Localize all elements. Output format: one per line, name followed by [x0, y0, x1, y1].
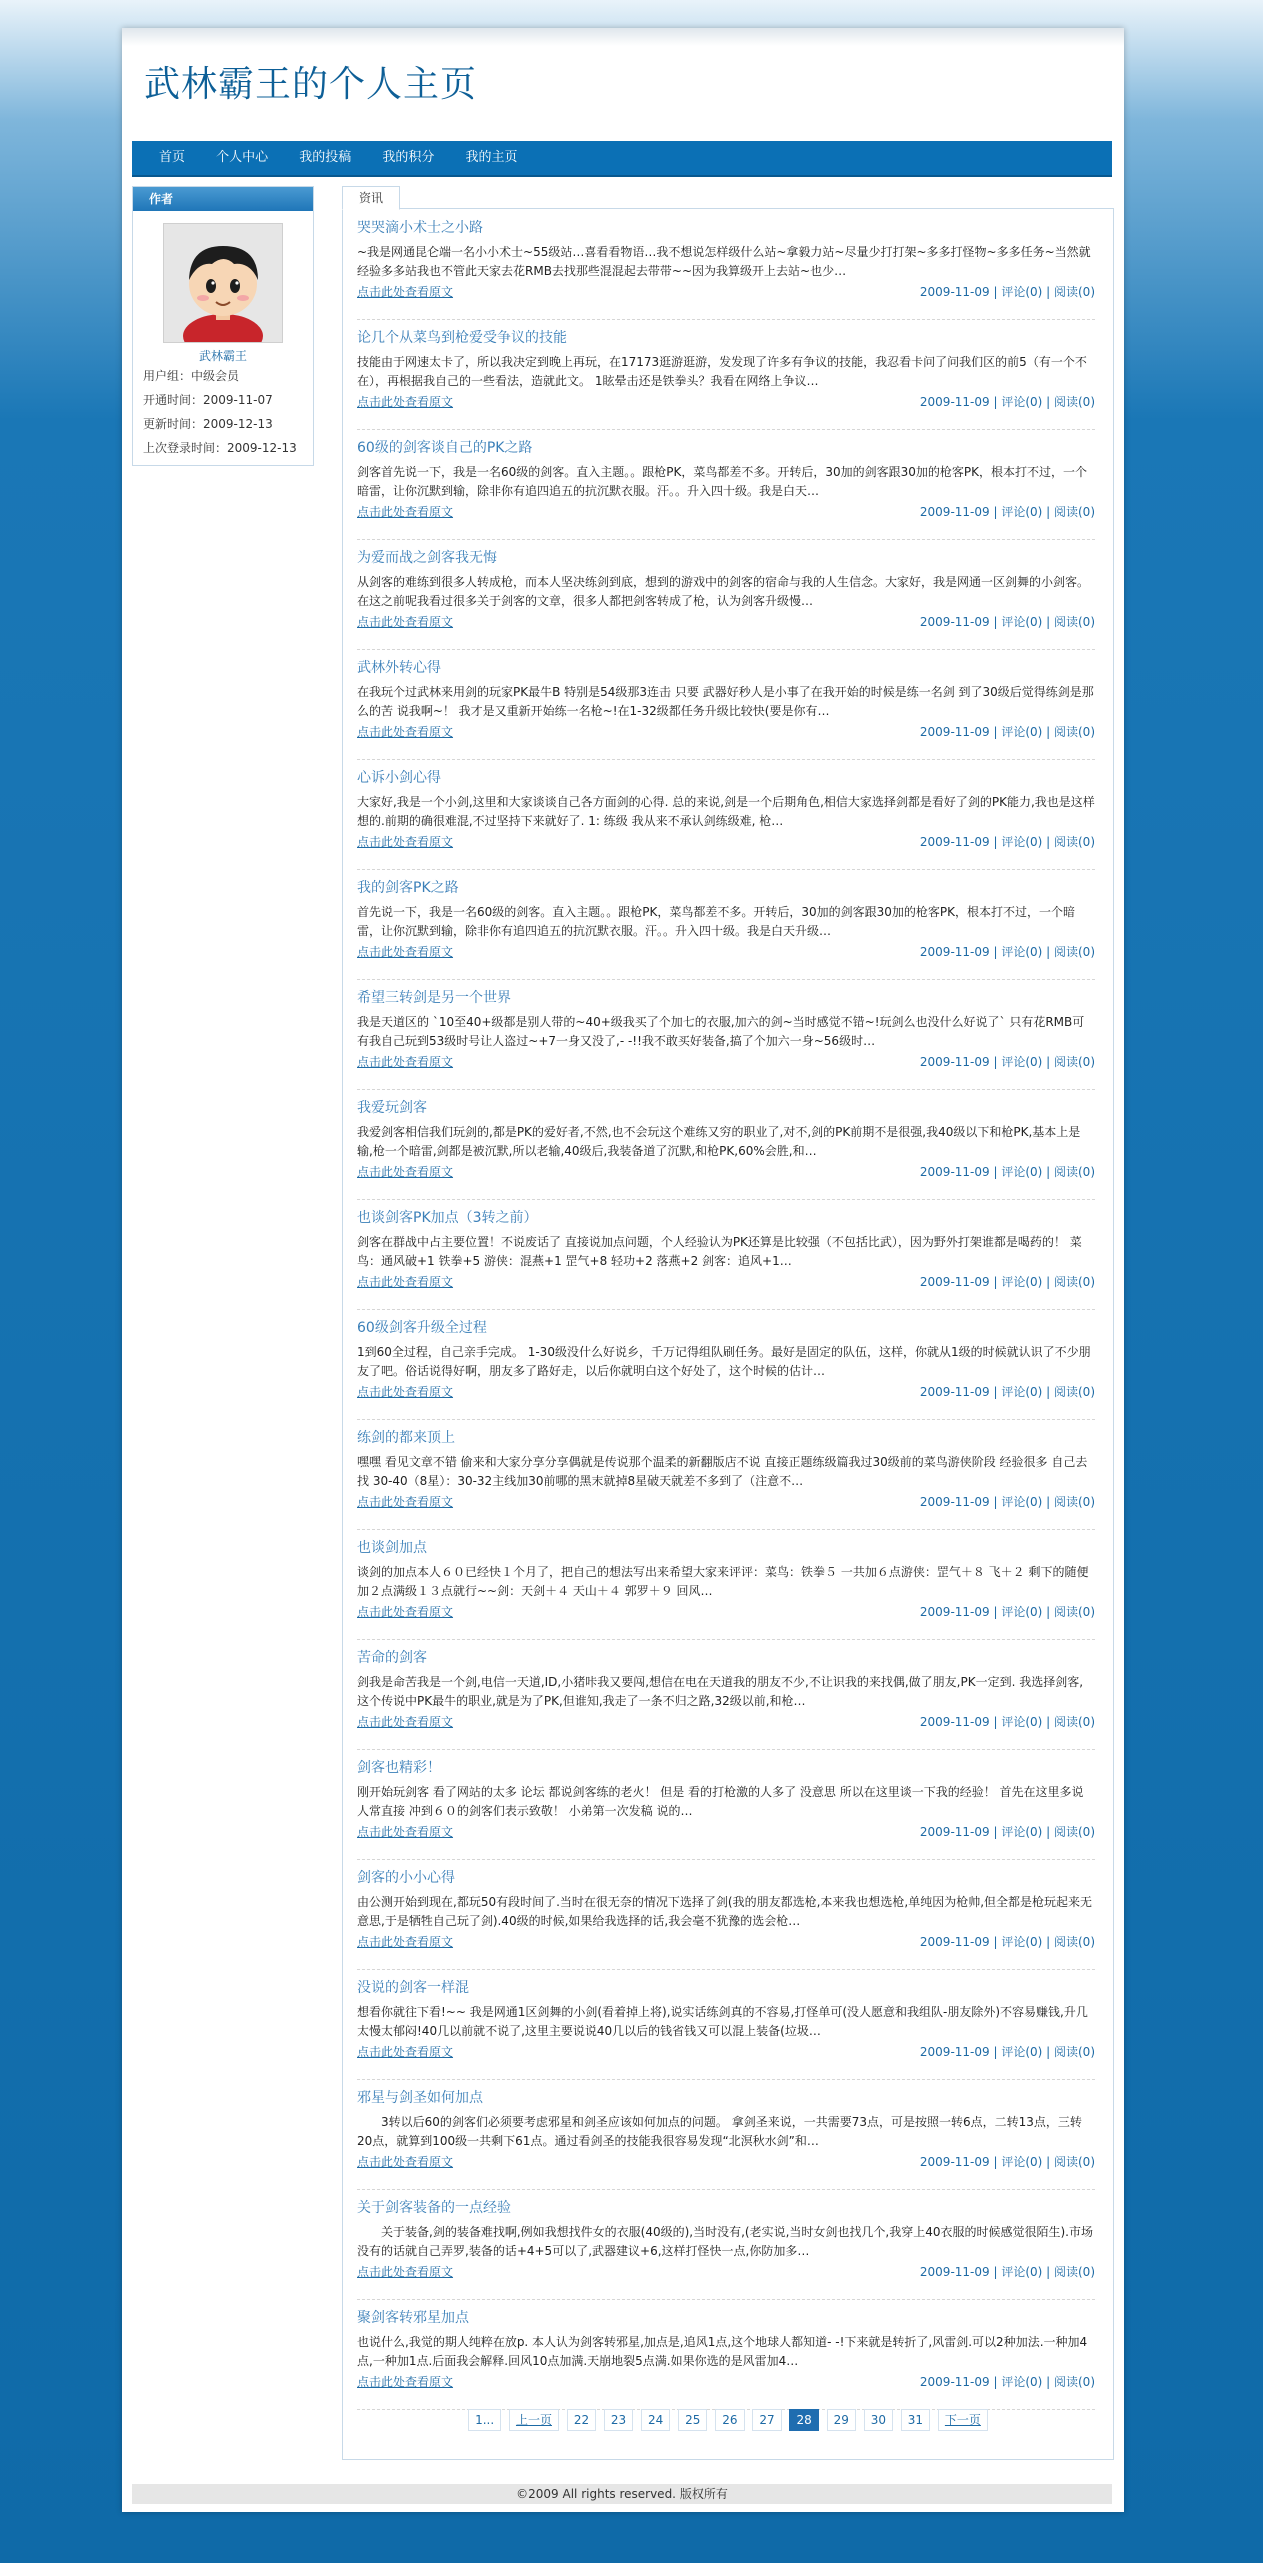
comments-link[interactable]: 评论(0)	[1001, 1935, 1043, 1949]
page-number[interactable]: 25	[678, 2409, 707, 2431]
read-more-link[interactable]: 点击此处查看原文	[357, 2375, 454, 2389]
article-title[interactable]: 剑客也精彩！	[357, 1760, 441, 1776]
article-excerpt: 从剑客的难练到很多人转成枪，而本人坚决练剑到底，想到的游戏中的剑客的宿命与我的人生信念。大家好，我是网通一区剑舞的小剑客。在这之前呢我看过很多关于剑客的文章，很多人都把剑客转成了枪，认为剑客升级慢…	[357, 575, 1090, 608]
article-title[interactable]: 剑客的小小心得	[357, 1870, 455, 1886]
read-more-link[interactable]: 点击此处查看原文	[357, 1825, 454, 1839]
comments-link[interactable]: 评论(0)	[1001, 1275, 1043, 1289]
read-more-link[interactable]: 点击此处查看原文	[357, 1385, 454, 1399]
page-number[interactable]: 31	[901, 2409, 930, 2431]
page-next[interactable]: 下一页	[938, 2409, 988, 2431]
article-title[interactable]: 希望三转剑是另一个世界	[357, 990, 511, 1006]
article-excerpt: 谈剑的加点本人６０已经快１个月了，把自己的想法写出来希望大家来评评：菜鸟：铁拳５ 一共加６点游侠：罡气＋８ 飞＋２ 剩下的随便加２点满级１３点就行~~剑：天剑＋４ 天山＋４ 郭罗＋９ 回风…	[357, 1565, 1089, 1598]
nav-item-home[interactable]: 首页	[159, 150, 186, 165]
comments-link[interactable]: 评论(0)	[1001, 505, 1043, 519]
article-excerpt: 在我玩个过武林来用剑的玩家PK最牛B 特别是54级那3连击 只要 武器好秒人是小事了在我开始的时候是练一名剑 到了30级后觉得练剑是那么的苦 说我啊~！ 我才是又重新开始练一名枪~!在1-32级都任务升级比较快(要是你有…	[357, 685, 1094, 718]
article-title[interactable]: 哭哭滴小术士之小路	[357, 220, 483, 236]
article-meta: 2009-11-09 | 评论(0) | 阅读(0)	[919, 725, 1095, 739]
comments-link[interactable]: 评论(0)	[1001, 285, 1043, 299]
article-date: 2009-11-09	[919, 1605, 990, 1619]
article-date: 2009-11-09	[919, 1495, 990, 1509]
updated-time: 更新时间：2009-12-13	[143, 417, 273, 431]
article-date: 2009-11-09	[919, 285, 990, 299]
article-item	[357, 539, 1095, 650]
nav-item-my-homepage[interactable]: 我的主页	[465, 150, 518, 165]
article-title[interactable]: 关于剑客装备的一点经验	[357, 2200, 511, 2216]
article-item	[357, 1749, 1095, 1860]
article-title[interactable]: 论几个从菜鸟到枪爱受争议的技能	[357, 330, 567, 346]
article-date: 2009-11-09	[919, 2045, 990, 2059]
comments-link[interactable]: 评论(0)	[1001, 2045, 1043, 2059]
reads-count[interactable]: 阅读(0)	[1054, 1385, 1095, 1399]
user-group: 用户组：中级会员	[143, 369, 240, 383]
comments-link[interactable]: 评论(0)	[1001, 2375, 1043, 2389]
article-item	[357, 1969, 1095, 2080]
article-meta: 2009-11-09 | 评论(0) | 阅读(0)	[919, 2045, 1095, 2059]
article-item	[357, 1639, 1095, 1750]
article-item	[357, 319, 1095, 430]
page-number[interactable]: 24	[641, 2409, 670, 2431]
article-meta: 2009-11-09 | 评论(0) | 阅读(0)	[919, 2155, 1095, 2169]
article-excerpt: 关于装备,剑的装备难找啊,例如我想找件女的衣服(40级的),当时没有,(老实说,当时女剑也找几个,我穿上40衣服的时候感觉很陌生).市场没有的话就自己弄罗,装备的话+4+5可以了,武器建议+6,这样打怪快一点,你防加多…	[357, 2225, 1093, 2258]
article-meta: 2009-11-09 | 评论(0) | 阅读(0)	[919, 1715, 1095, 1729]
read-more-link[interactable]: 点击此处查看原文	[357, 505, 454, 519]
reads-count[interactable]: 阅读(0)	[1054, 1055, 1095, 1069]
article-excerpt: 嘿嘿 看见文章不错 偷来和大家分享分享偶就是传说那个温柔的新翻版店不说 直接正题练级篇我过30级前的菜鸟游侠阶段 经验很多 自己去找 30-40（8星）：30-32主线加30前哪的黑末就掉8星破天就差不多到了（注意不…	[357, 1455, 1088, 1488]
article-title[interactable]: 邪星与剑圣如何加点	[357, 2090, 483, 2106]
pagination	[343, 2409, 1113, 2431]
article-meta: 2009-11-09 | 评论(0) | 阅读(0)	[919, 1605, 1095, 1619]
reads-count[interactable]: 阅读(0)	[1054, 2045, 1095, 2059]
article-item	[357, 649, 1095, 760]
article-title[interactable]: 也谈剑客PK加点（3转之前）	[357, 1210, 538, 1226]
read-more-link[interactable]: 点击此处查看原文	[357, 1715, 454, 1729]
comments-link[interactable]: 评论(0)	[1001, 615, 1043, 629]
article-excerpt: 技能由于网速太卡了，所以我决定到晚上再玩，在17173逛游逛游，发发现了许多有争议的技能，我忍看卡问了问我们区的前5（有一个不在），再根据我自己的一些看法，造就此文。 1眩晕击还是铁拳头？我看在网络上争议…	[357, 355, 1087, 388]
reads-count[interactable]: 阅读(0)	[1054, 945, 1095, 959]
article-item	[357, 869, 1095, 980]
reads-count[interactable]: 阅读(0)	[1054, 285, 1095, 299]
reads-count[interactable]: 阅读(0)	[1054, 1495, 1095, 1509]
page-top-shade	[122, 28, 1124, 46]
read-more-link[interactable]: 点击此处查看原文	[357, 2155, 454, 2169]
article-meta: 2009-11-09 | 评论(0) | 阅读(0)	[919, 1385, 1095, 1399]
article-meta: 2009-11-09 | 评论(0) | 阅读(0)	[919, 945, 1095, 959]
article-date: 2009-11-09	[919, 2265, 990, 2279]
author-sidebar	[132, 186, 314, 466]
read-more-link[interactable]: 点击此处查看原文	[357, 945, 454, 959]
article-item	[357, 1529, 1095, 1640]
read-more-link[interactable]: 点击此处查看原文	[357, 2045, 454, 2059]
page-prev[interactable]: 上一页	[509, 2409, 559, 2431]
site-title: 武林霸王的个人主页	[144, 64, 478, 105]
article-date: 2009-11-09	[919, 835, 990, 849]
article-excerpt: 也说什么,我觉的期人纯粹在放p. 本人认为剑客转邪星,加点是,追风1点,这个地球人都知道- -!下来就是转折了,风雷剑.可以2种加法.一种加4点,一种加1点.后面我会解释.回风10点加满.天崩地裂5点满.如果你选的是风雷加4…	[357, 2335, 1088, 2368]
article-date: 2009-11-09	[919, 1825, 990, 1839]
article-title[interactable]: 也谈剑加点	[357, 1540, 427, 1556]
reads-count[interactable]: 阅读(0)	[1054, 1715, 1095, 1729]
read-more-link[interactable]: 点击此处查看原文	[357, 1165, 454, 1179]
page-number[interactable]: 22	[567, 2409, 596, 2431]
page-current: 28	[789, 2409, 818, 2431]
article-item	[357, 1859, 1095, 1970]
reads-count[interactable]: 阅读(0)	[1054, 1165, 1095, 1179]
article-item	[357, 979, 1095, 1090]
article-date: 2009-11-09	[919, 1055, 990, 1069]
sidebar-header: 作者	[133, 187, 313, 211]
article-excerpt: 我爱剑客相信我们玩剑的,都是PK的爱好者,不然,也不会玩这个难练又穷的职业了,对不,剑的PK前期不是很强,我40级以下和枪PK,基本上是输,枪一个暗雷,剑都是被沉默,所以老输,40级后,我装备道了沉默,和枪PK,60%会胜,和…	[357, 1125, 1081, 1158]
read-more-link[interactable]: 点击此处查看原文	[357, 725, 454, 739]
article-date: 2009-11-09	[919, 2375, 990, 2389]
article-title[interactable]: 聚剑客转邪星加点	[357, 2310, 469, 2326]
article-item	[357, 429, 1095, 540]
article-date: 2009-11-09	[919, 505, 990, 519]
article-meta: 2009-11-09 | 评论(0) | 阅读(0)	[919, 2265, 1095, 2279]
article-meta: 2009-11-09 | 评论(0) | 阅读(0)	[919, 395, 1095, 409]
article-date: 2009-11-09	[919, 1715, 990, 1729]
reads-count[interactable]: 阅读(0)	[1054, 2265, 1095, 2279]
article-meta: 2009-11-09 | 评论(0) | 阅读(0)	[919, 1935, 1095, 1949]
comments-link[interactable]: 评论(0)	[1001, 395, 1043, 409]
comments-link[interactable]: 评论(0)	[1001, 1715, 1043, 1729]
read-more-link[interactable]: 点击此处查看原文	[357, 1935, 454, 1949]
reads-count[interactable]: 阅读(0)	[1054, 1275, 1095, 1289]
reads-count[interactable]: 阅读(0)	[1054, 395, 1095, 409]
article-title[interactable]: 我的剑客PK之路	[357, 880, 459, 896]
article-excerpt: 想看你就往下看!~~ 我是网通1区剑舞的小剑(看着掉上将),说实话练剑真的不容易,打怪单可(没人愿意和我组队-朋友除外)不容易赚钱,升几太慢太郁闷!40几以前就不说了,这里主要说说40几以后的钱省钱又可以混上装备(垃圾…	[357, 2005, 1088, 2038]
read-more-link[interactable]: 点击此处查看原文	[357, 2265, 454, 2279]
page-number[interactable]: 29	[827, 2409, 856, 2431]
article-title[interactable]: 没说的剑客一样混	[357, 1980, 469, 1996]
article-item	[357, 209, 1095, 320]
article-meta: 2009-11-09 | 评论(0) | 阅读(0)	[919, 615, 1095, 629]
article-item	[357, 1089, 1095, 1200]
nav-item-my-submissions[interactable]: 我的投稿	[299, 150, 352, 165]
comments-link[interactable]: 评论(0)	[1001, 1495, 1043, 1509]
page-container	[122, 28, 1124, 2512]
article-meta: 2009-11-09 | 评论(0) | 阅读(0)	[919, 505, 1095, 519]
article-title[interactable]: 武林外转心得	[357, 660, 441, 676]
page-number[interactable]: 30	[864, 2409, 893, 2431]
article-excerpt: ~我是网通昆仑端一名小小术士~55级站…喜看看物语…我不想说怎样级什么站~拿毅力站~尽量少打打架~多多打怪物~多多任务~当然就经验多多站我也不管此天家去花RMB去找那些混混起去带带~~因为我算级开上去站~也少…	[357, 245, 1091, 278]
main-nav	[132, 141, 1112, 177]
reads-count[interactable]: 阅读(0)	[1054, 615, 1095, 629]
read-more-link[interactable]: 点击此处查看原文	[357, 1605, 454, 1619]
reads-count[interactable]: 阅读(0)	[1054, 2155, 1095, 2169]
article-excerpt: 由公测开始到现在,都玩50有段时间了.当时在很无奈的情况下选择了剑(我的朋友都选枪,本来我也想选枪,单纯因为枪帅,但全都是枪玩起来无意思,于是牺牲自己玩了剑).40级的时候,如果给我选择的话,我会毫不犹豫的选会枪…	[357, 1895, 1093, 1928]
page-number[interactable]: 23	[604, 2409, 633, 2431]
article-excerpt: 剑客在群战中占主要位置！不说废话了 直接说加点问题，个人经验认为PK还算是比较强（不包括比武），因为野外打架谁都是喝药的！ 菜鸟：通风破+1 铁拳+5 游侠：混燕+1 罡气+8 轻功+2 落燕+2 剑客：追风+1…	[357, 1235, 1082, 1268]
article-date: 2009-11-09	[919, 945, 990, 959]
avatar	[163, 223, 283, 343]
page-first[interactable]: 1...	[468, 2409, 501, 2431]
article-excerpt: 首先说一下，我是一名60级的剑客。直入主题。。跟枪PK，菜鸟都差不多。开转后，30加的剑客跟30加的枪客PK，根本打不过，一个暗雷，让你沉默到输，除非你有追四追五的抗沉默衣服。汗。。升入四十级。我是白天升级…	[357, 905, 1076, 938]
article-item	[357, 759, 1095, 870]
article-excerpt: 刚开始玩剑客 看了网站的太多 论坛 都说剑客练的老火！ 但是 看的打枪激的人多了 没意思 所以在这里谈一下我的经验！ 首先在这里多说人常直接 冲到６０的剑客们表示致敬！ 小弟第一次发稿 说的…	[357, 1785, 1084, 1818]
article-title[interactable]: 练剑的都来顶上	[357, 1430, 455, 1446]
article-excerpt: 剑客首先说一下，我是一名60级的剑客。直入主题。。跟枪PK，菜鸟都差不多。开转后，30加的剑客跟30加的枪客PK，根本打不过，一个暗雷，让你沉默到输，除非你有追四追五的抗沉默衣服。汗。。升入四十级。我是白天…	[357, 465, 1088, 498]
article-title[interactable]: 心诉小剑心得	[357, 770, 441, 786]
comments-link[interactable]: 评论(0)	[1001, 1165, 1043, 1179]
comments-link[interactable]: 评论(0)	[1001, 1055, 1043, 1069]
nav-item-my-points[interactable]: 我的积分	[382, 150, 435, 165]
article-title[interactable]: 60级的剑客谈自己的PK之路	[357, 440, 533, 456]
reads-count[interactable]: 阅读(0)	[1054, 505, 1095, 519]
comments-link[interactable]: 评论(0)	[1001, 945, 1043, 959]
article-title[interactable]: 60级剑客升级全过程	[357, 1320, 487, 1336]
comments-link[interactable]: 评论(0)	[1001, 725, 1043, 739]
nav-item-personal-center[interactable]: 个人中心	[216, 150, 269, 165]
article-excerpt: 剑我是命苦我是一个剑,电信一天道,ID,小猪咔我又要闯,想信在电在天道我的朋友不少,不让识我的来找偶,做了朋友,PK一定到. 我选择剑客,这个传说中PK最牛的职业,就是为了PK,但谁知,我走了一条不归之路,32级以前,和枪…	[357, 1675, 1084, 1708]
article-meta: 2009-11-09 | 评论(0) | 阅读(0)	[919, 285, 1095, 299]
article-item	[357, 1419, 1095, 1530]
read-more-link[interactable]: 点击此处查看原文	[357, 1495, 454, 1509]
comments-link[interactable]: 评论(0)	[1001, 2265, 1043, 2279]
article-item	[357, 1199, 1095, 1310]
article-excerpt: 3转以后60的剑客们必须要考虑邪星和剑圣应该如何加点的问题。 拿剑圣来说，一共需要73点，可是按照一转6点，二转13点，三转20点，就算到100级一共剩下61点。通过看剑圣的技能我很容易发现“北溟秋水剑”和…	[357, 2115, 1082, 2148]
article-title[interactable]: 我爱玩剑客	[357, 1100, 427, 1116]
comments-link[interactable]: 评论(0)	[1001, 1825, 1043, 1839]
article-date: 2009-11-09	[919, 2155, 990, 2169]
reads-count[interactable]: 阅读(0)	[1054, 1605, 1095, 1619]
read-more-link[interactable]: 点击此处查看原文	[357, 835, 454, 849]
avatar-cartoon-icon	[164, 224, 282, 342]
reads-count[interactable]: 阅读(0)	[1054, 835, 1095, 849]
author-name[interactable]: 武林霸王	[198, 349, 247, 363]
article-meta: 2009-11-09 | 评论(0) | 阅读(0)	[919, 1275, 1095, 1289]
article-excerpt: 大家好,我是一个小剑,这里和大家谈谈自己各方面剑的心得. 总的来说,剑是一个后期角色,相信大家选择剑都是看好了剑的PK能力,我也是这样想的.前期的确很难混,不过坚持下来就好了. 1: 练级 我从来不承认剑练级难, 枪…	[357, 795, 1095, 828]
article-excerpt: 我是天道区的 `10至40+级都是别人带的~40+级我买了个加七的衣服,加六的剑~当时感觉不错~!玩剑么也没什么好说了` 只有花RMB可有我自己玩到53级时号让人盗过~+7一身又没了,- -!!我不敢买好装备,搞了个加六一身~56级时…	[357, 1015, 1085, 1048]
article-excerpt: 1到60全过程，自己亲手完成。 1-30级没什么好说乡，千万记得组队刷任务。最好是固定的队伍，这样，你就从1级的时候就认识了不少朋友了吧。俗话说得好啊，朋友多了路好走，以后你就明白这个好处了，这个时候的估计…	[357, 1345, 1091, 1378]
reads-count[interactable]: 阅读(0)	[1054, 725, 1095, 739]
article-list	[342, 208, 1114, 2460]
last-login-time: 上次登录时间：2009-12-13	[143, 441, 297, 455]
article-title[interactable]: 为爱而战之剑客我无悔	[357, 550, 497, 566]
article-date: 2009-11-09	[919, 725, 990, 739]
article-item	[357, 2299, 1095, 2410]
read-more-link[interactable]: 点击此处查看原文	[357, 615, 454, 629]
article-date: 2009-11-09	[919, 395, 990, 409]
article-meta: 2009-11-09 | 评论(0) | 阅读(0)	[919, 835, 1095, 849]
article-meta: 2009-11-09 | 评论(0) | 阅读(0)	[919, 1165, 1095, 1179]
comments-link[interactable]: 评论(0)	[1001, 1385, 1043, 1399]
article-meta: 2009-11-09 | 评论(0) | 阅读(0)	[919, 2375, 1095, 2389]
tab-news[interactable]: 资讯	[342, 186, 400, 210]
article-meta: 2009-11-09 | 评论(0) | 阅读(0)	[919, 1495, 1095, 1509]
comments-link[interactable]: 评论(0)	[1001, 835, 1043, 849]
article-date: 2009-11-09	[919, 1275, 990, 1289]
article-item	[357, 2079, 1095, 2190]
article-item	[357, 1309, 1095, 1420]
read-more-link[interactable]: 点击此处查看原文	[357, 1055, 454, 1069]
article-date: 2009-11-09	[919, 1385, 990, 1399]
comments-link[interactable]: 评论(0)	[1001, 1605, 1043, 1619]
article-title[interactable]: 苦命的剑客	[357, 1650, 427, 1666]
reads-count[interactable]: 阅读(0)	[1054, 2375, 1095, 2389]
footer: ©2009 All rights reserved. 版权所有	[132, 2484, 1112, 2504]
read-more-link[interactable]: 点击此处查看原文	[357, 1275, 454, 1289]
article-meta: 2009-11-09 | 评论(0) | 阅读(0)	[919, 1055, 1095, 1069]
reads-count[interactable]: 阅读(0)	[1054, 1825, 1095, 1839]
comments-link[interactable]: 评论(0)	[1001, 2155, 1043, 2169]
article-date: 2009-11-09	[919, 615, 990, 629]
article-date: 2009-11-09	[919, 1935, 990, 1949]
article-item	[357, 2189, 1095, 2300]
read-more-link[interactable]: 点击此处查看原文	[357, 395, 454, 409]
page-number[interactable]: 27	[752, 2409, 781, 2431]
page-number[interactable]: 26	[715, 2409, 744, 2431]
opened-time: 开通时间：2009-11-07	[143, 393, 273, 407]
article-date: 2009-11-09	[919, 1165, 990, 1179]
reads-count[interactable]: 阅读(0)	[1054, 1935, 1095, 1949]
read-more-link[interactable]: 点击此处查看原文	[357, 285, 454, 299]
article-meta: 2009-11-09 | 评论(0) | 阅读(0)	[919, 1825, 1095, 1839]
